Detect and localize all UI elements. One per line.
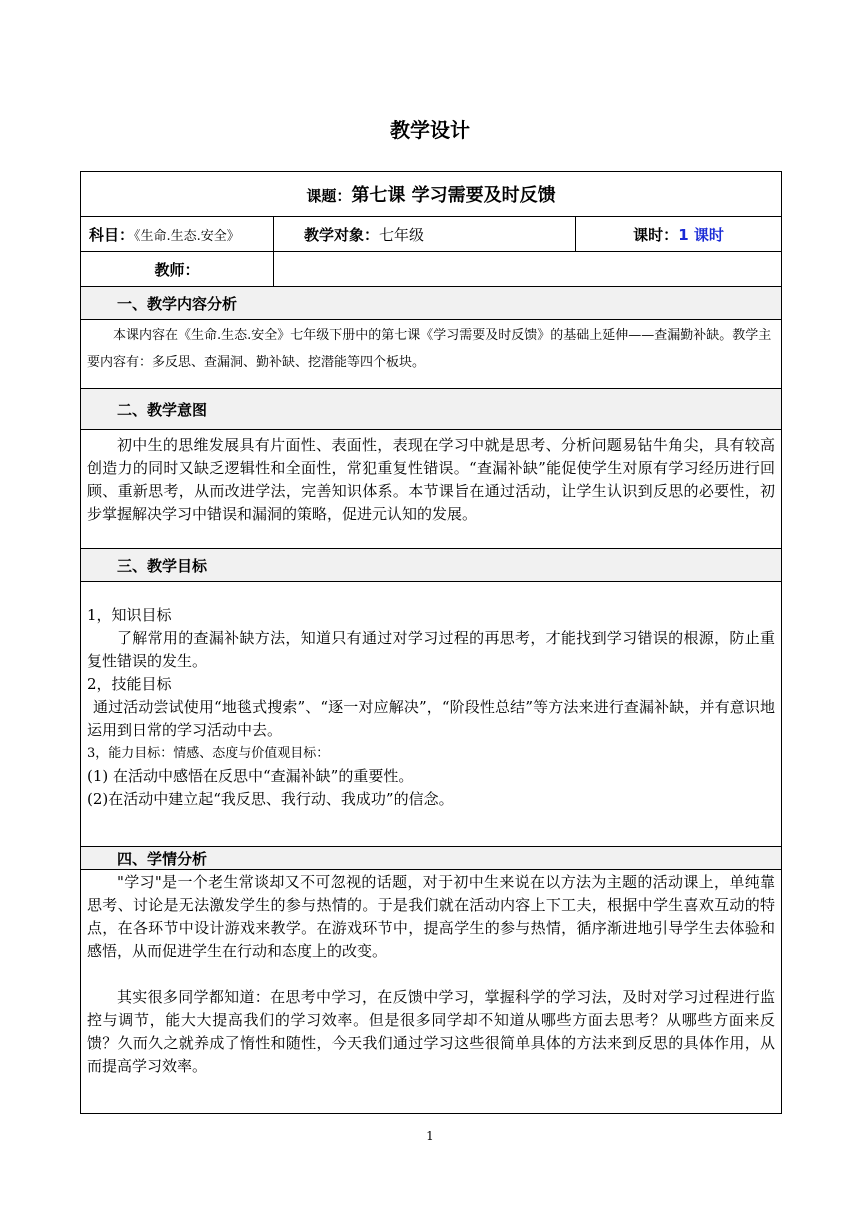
goal2-title: 2，技能目标 (87, 675, 172, 693)
goal2-text: 通过活动尝试使用“地毯式搜索”、“逐一对应解决”，“阶段性总结”等方法来进行查漏补缺，并有意识地运用到日常的学习活动中去。 (87, 698, 776, 739)
page-number: 1 (426, 1129, 434, 1143)
section-header-teaching-goals (81, 549, 782, 582)
section4-para1: "学习"是一个老生常谈却又不可忽视的话题，对于初中生来说在以方法为主题的活动课上，单纯靠思考、讨论是无法激发学生的参与热情的。于是我们就在活动内容上下工夫，根据中学生喜欢互动的特点，在各环节中设计游戏来教学。在游戏环节中，提高学生的参与热情，循序渐进地引导学生去体验和感悟，从而促进学生在行动和态度上的改变。 (87, 873, 776, 960)
lesson-title-cell (81, 172, 782, 217)
section-body-teaching-intent (81, 430, 782, 549)
section1-title: 一、教学内容分析 (117, 294, 238, 313)
teacher-value-cell (274, 252, 782, 287)
goal1-text: 了解常用的查漏补缺方法，知道只有通过对学习过程的再思考，才能找到学习错误的根源，防止重复性错误的发生。 (87, 629, 776, 670)
teacher-label-cell (81, 252, 274, 287)
section-body-content-analysis (81, 320, 782, 389)
goal3-item2: (2)在活动中建立起“我反思、我行动、我成功”的信念。 (87, 790, 454, 808)
section4-para2: 其实很多同学都知道：在思考中学习，在反馈中学习，掌握科学的学习法，及时对学习过程进行监控与调节，能大大提高我们的学习效率。但是很多同学却不知道从哪些方面去思考？从哪些方面来反馈？久而久之就养成了惰性和随性，今天我们通过学习这些很简单具体的方法来到反思的具体作用，从而提高学习效率。 (87, 988, 776, 1075)
lesson-label: 课题： (306, 187, 352, 205)
subject-cell (81, 217, 274, 252)
audience-label: 教学对象： (304, 225, 380, 244)
subject-label: 科目： (89, 225, 135, 244)
section2-title: 二、教学意图 (117, 400, 208, 419)
hours-cell (576, 217, 782, 252)
section3-title: 三、教学目标 (117, 556, 208, 575)
section-body-teaching-goals (81, 582, 782, 847)
audience-value: 七年级 (379, 225, 425, 244)
section-header-content-analysis (81, 287, 782, 320)
goal3-item1: (1) 在活动中感悟在反思中“查漏补缺”的重要性。 (87, 767, 414, 785)
section4-title: 四、学情分析 (117, 849, 208, 868)
audience-cell (274, 217, 576, 252)
section-header-learning-analysis (81, 847, 782, 870)
teacher-label: 教师： (154, 260, 200, 279)
lesson-value: 第七课 学习需要及时反馈 (351, 185, 556, 206)
section2-text: 初中生的思维发展具有片面性、表面性，表现在学习中就是思考、分析问题易钻牛角尖，具有较高创造力的同时又缺乏逻辑性和全面性，常犯重复性错误。“查漏补缺”能促使学生对原有学习经历进行回顾、重新思考，从而改进学法，完善知识体系。本节课旨在通过活动，让学生认识到反思的必要性，初步掌握解决学习中错误和漏洞的策略，促进元认知的发展。 (87, 436, 776, 523)
section-header-teaching-intent (81, 389, 782, 430)
section1-text: 本课内容在《生命.生态.安全》七年级下册中的第七课《学习需要及时反馈》的基础上延伸——查漏勤补缺。教学主要内容有：多反思、查漏洞、勤补缺、挖潜能等四个板块。 (87, 328, 772, 370)
section4-spacer (87, 963, 775, 986)
goal1-title: 1，知识目标 (87, 606, 172, 624)
hours-value: 1 课时 (678, 225, 724, 244)
section-body-learning-analysis (81, 870, 782, 1114)
goal3-title: 3，能力目标：情感、态度与价值观目标： (87, 746, 330, 761)
subject-value: 《生命.生态.安全》 (134, 228, 240, 244)
document-title: 教学设计 (390, 118, 470, 142)
lesson-plan-table (80, 171, 782, 1114)
hours-label: 课时： (633, 225, 679, 244)
